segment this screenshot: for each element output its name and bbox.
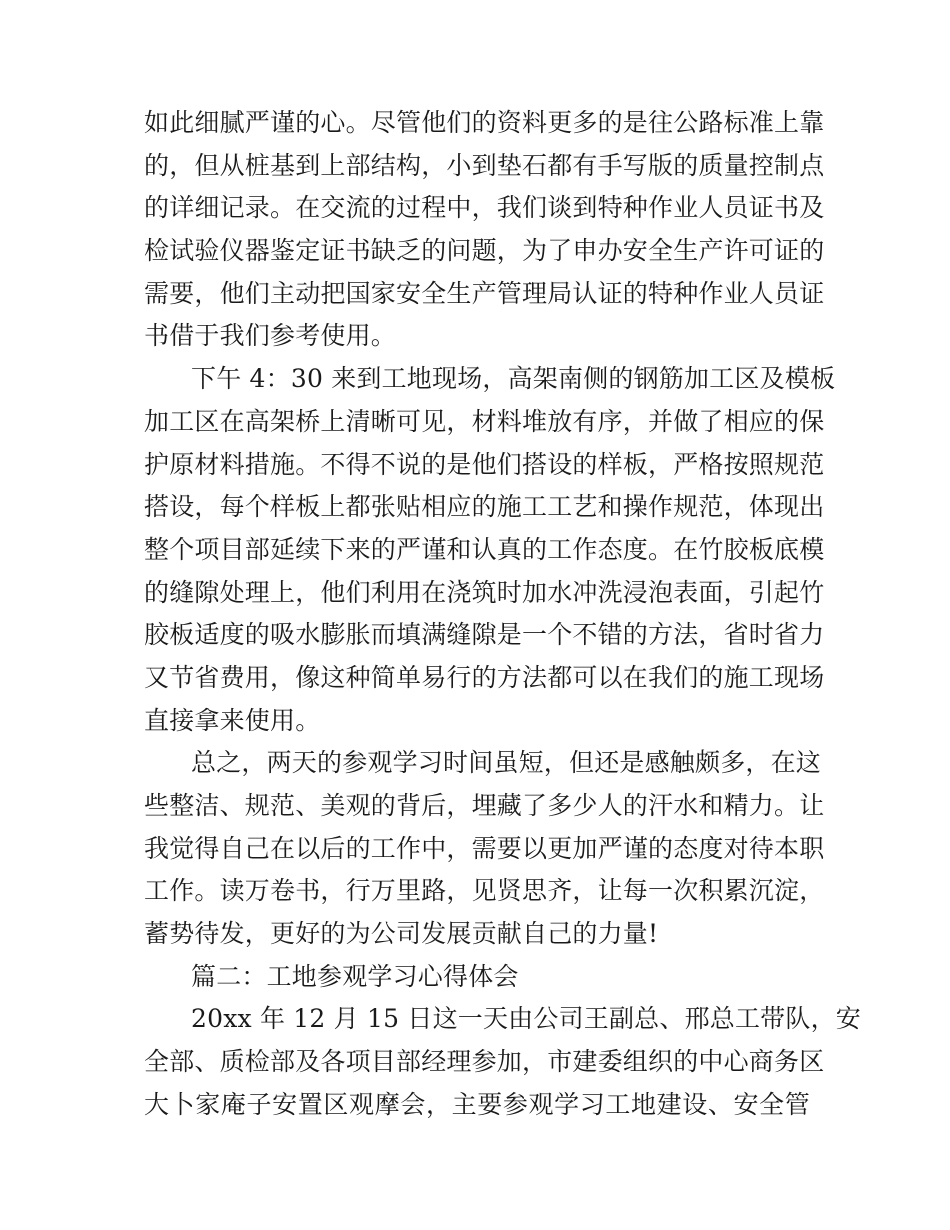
text-line: 的，但从桩基到上部结构，小到垫石都有手写版的质量控制点: [144, 150, 825, 180]
text-line: 的详细记录。在交流的过程中，我们谈到特种作业人员证书及: [144, 193, 825, 223]
text-line: 总之，两天的参观学习时间虽短，但还是感触颇多，在这: [191, 748, 822, 778]
text-line: 需要，他们主动把国家安全生产管理局认证的特种作业人员证: [144, 278, 825, 308]
text-line: 大卜家庵子安置区观摩会，主要参观学习工地建设、安全管: [144, 1089, 810, 1119]
text-line: 整个项目部延续下来的严谨和认真的工作态度。在竹胶板底模: [144, 534, 825, 564]
text-line: 如此细腻严谨的心。尽管他们的资料更多的是往公路标准上靠: [144, 108, 825, 137]
text-line: 书借于我们参考使用。: [144, 321, 397, 351]
text-line: 篇二：工地参观学习心得体会: [191, 961, 519, 991]
text-line: 工作。读万卷书，行万里路，见贤思齐，让每一次积累沉淀，: [144, 876, 825, 906]
text-line: 检试验仪器鉴定证书缺乏的问题，为了申办安全生产许可证的: [144, 236, 825, 266]
text-line: 直接拿来使用。: [144, 705, 321, 735]
text-line: 加工区在高架桥上清晰可见，材料堆放有序，并做了相应的保: [144, 406, 825, 436]
text-line: 些整洁、规范、美观的背后，埋藏了多少人的汗水和精力。让: [144, 791, 825, 820]
text-line: 20xx 年 12 月 15 日这一天由公司王副总、邢总工带队，安: [191, 1004, 861, 1034]
text-line: 我觉得自己在以后的工作中，需要以更加严谨的态度对待本职: [144, 833, 825, 863]
document-body: [144, 102, 861, 1127]
text-line: 蓄势待发，更好的为公司发展贡献自己的力量!: [144, 919, 659, 949]
text-line: 的缝隙处理上，他们利用在浇筑时加水冲洗浸泡表面，引起竹: [144, 577, 825, 607]
text-line: 搭设，每个样板上都张贴相应的施工工艺和操作规范，体现出: [144, 492, 825, 522]
text-line: 全部、质检部及各项目部经理参加，市建委组织的中心商务区: [144, 1047, 825, 1077]
text-line: 胶板适度的吸水膨胀而填满缝隙是一个不错的方法，省时省力: [144, 620, 825, 650]
text-line: 护原材料措施。不得不说的是他们搭设的样板，严格按照规范: [144, 449, 825, 479]
text-line: 下午 4：30 来到工地现场，高架南侧的钢筋加工区及模板: [191, 364, 836, 394]
text-line: 又节省费用，像这种简单易行的方法都可以在我们的施工现场: [144, 662, 825, 692]
